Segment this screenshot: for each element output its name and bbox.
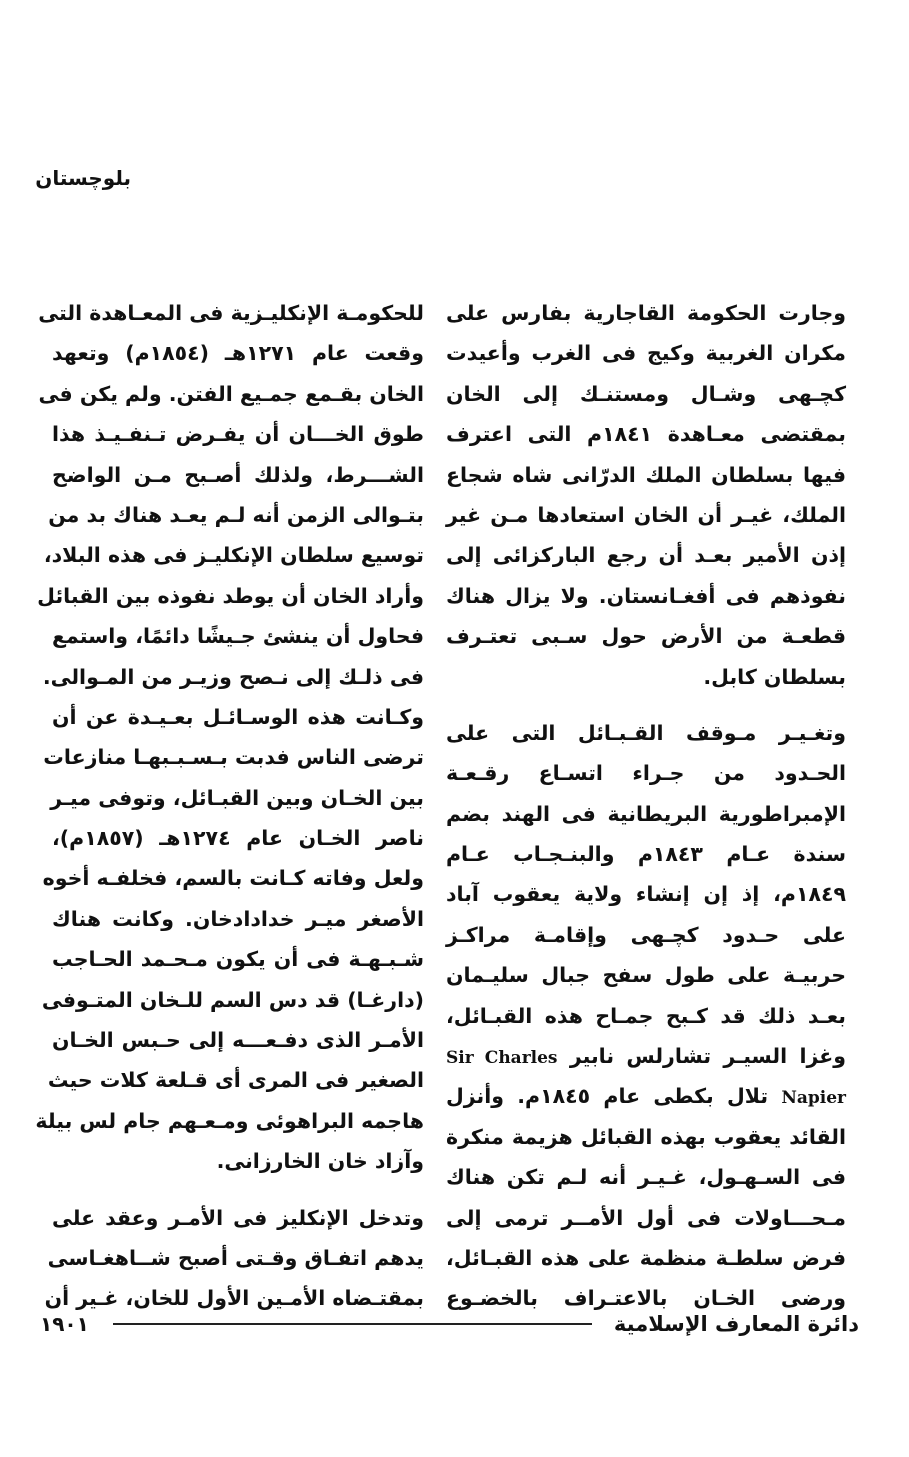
text-fragment: وغزا السيـر تشارلس نابير [569,1044,846,1069]
text-line: الأصغر ميـر خدادادخان. وكانت هناك [52,906,424,931]
text-line: بين الخـان وبين القبـائل، وتوفى ميـر [50,785,424,810]
text-line: كچـهى وشـال ومستنـك إلى الخان [446,381,846,406]
text-line: يدهم اتفـاق وقـتى أصبح شــاهغـاسى [47,1245,424,1270]
publication-title: دائرة المعارف الإسلامية [613,1312,859,1336]
text-line: حربيـة على طول سفح جبال سليـمان [446,963,846,988]
right-column [446,293,846,1319]
text-line: الحـدود من جـراء اتسـاع رقـعـة [446,761,846,786]
paragraph [446,293,846,697]
paragraph-gap [446,697,846,713]
text-fragment: تلال بكطى عام ١٨٤٥م. وأنزل [446,1084,769,1109]
text-line: وآزاد خان الخارزانى. [216,1149,424,1174]
text-line: بمقتـضاه الأمـين الأول للخان، غـير أن [44,1286,424,1311]
text-line: قطعـة من الأرض حول سـبى تعتـرف [446,624,846,649]
latin-name: Sir Charles [446,1048,558,1069]
text-line: الأمـر الذى دفـعـــه إلى حـبس الخـان [52,1028,424,1053]
text-line: على حـدود كچـهى وإقامـة مراكـز [446,922,846,947]
text-line: وتغـيـر مـوقف القـبـائل التى على [446,720,846,745]
text-line: الإمبراطورية البريطانية فى الهند بضم [446,801,846,826]
text-line: إذن الأمير بعـد أن رجع الباركزائى إلى [446,543,846,568]
text-line: مـحـــاولات فى أول الأمــر ترمى إلى [446,1205,846,1230]
footer-rule [113,1323,592,1325]
text-line: بعـد ذلك قد كـبح جمـاح هذه القبـائل، [446,1003,846,1028]
paragraph [35,293,425,1182]
text-line: الشـــرط، ولذلك أصـبح مـن الواضح [52,462,424,487]
text-line: وقعت عام ١٢٧١هـ (١٨٥٤م) وتعهد [52,341,424,366]
text-line: وكـانت هذه الوسـائـل بعـيـدة عن أن [52,704,424,729]
text-line: الصغير فى المرى أى قـلعة كلات حيث [47,1068,424,1093]
running-title: بلوچستان [35,166,131,190]
text-line: بسلطان كابل. [703,664,846,689]
text-line: فى ذلـك إلى نـصح وزيـر من المـوالى. [42,664,424,689]
text-line: للحكومـة الإنكليـزية فى المعـاهدة التى [38,301,424,325]
text-line: القائد يعقوب بهذه القبائل هزيمة منكرة [446,1124,846,1149]
text-line: الملك، غيـر أن الخان استعادها مـن غير [446,502,846,527]
text-line: وتدخل الإنكليز فى الأمـر وعقد على [52,1205,424,1230]
text-line: بمقتضى معـاهدة ١٨٤١م التى اعترف [446,422,846,447]
text-line: الخان بقـمع جمـيع الفتن. ولم يكن فى [38,381,424,406]
text-line: ناصر الخـان عام ١٢٧٤هـ (١٨٥٧م)، [52,826,425,851]
text-line: طوق الخـــان أن يفـرض تـنفـيـذ هذا [52,422,424,447]
text-line: (دارغـا) قد دس السم للـخان المتـوفى [41,987,424,1012]
latin-name: Napier [781,1088,846,1109]
text-line: مكران الغربية وكيج فى الغرب وأعيدت [446,341,846,366]
text-line: هاجمه البراهوئى ومـعـهم جام لس بيلة [35,1108,424,1133]
page-footer [40,1306,859,1342]
text-line: فيها بسلطان الملك الدرّانى شاه شجاع [446,462,846,487]
text-line: نفوذهم فى أفغـانستان. ولا يزال هناك [446,583,846,608]
page-number: ١٩٠١ [40,1312,89,1336]
paragraph [446,713,846,1319]
text-line: فى السـهـول، غـيـر أنه لـم تكن هناك [446,1165,846,1190]
text-line: ولعل وفاته كـانت بالسم، فخلفـه أخوه [42,866,424,891]
paragraph-gap [52,1182,424,1198]
text-line: سندة عـام ١٨٤٣م والبنـجـاب عـام [446,842,846,867]
paragraph [44,1198,424,1319]
text-line: ورضى الخـان بالاعتـراف بالخضـوع [446,1286,846,1311]
text-line-with-latin [446,1076,846,1116]
text-line: توسيع سلطان الإنكليـز فى هذه البلاد، [43,543,424,568]
text-line: شـبـهـة فى أن يكون مـحـمد الحـاجب [52,947,424,972]
text-line: بتـوالى الزمن أنه لـم يعـد هناك بد من [48,502,424,527]
text-line: ترضى الناس فدبت بـسـبـبهـا منازعات [43,745,424,770]
text-line: فحاول أن ينشئ جـيشًا دائمًا، واستمع [52,624,424,649]
text-line: فرض سلطـة منظمة على هذه القبـائل، [446,1245,846,1270]
text-line: ١٨٤٩م، إذ إن إنشاء ولاية يعقوب آباد [446,882,846,907]
text-line: وجارت الحكومة القاجارية بفارس على [446,301,846,325]
left-column [35,293,425,1319]
text-line-with-latin [446,1036,846,1076]
text-line: وأراد الخان أن يوطد نفوذه بين القبائل [37,583,424,608]
